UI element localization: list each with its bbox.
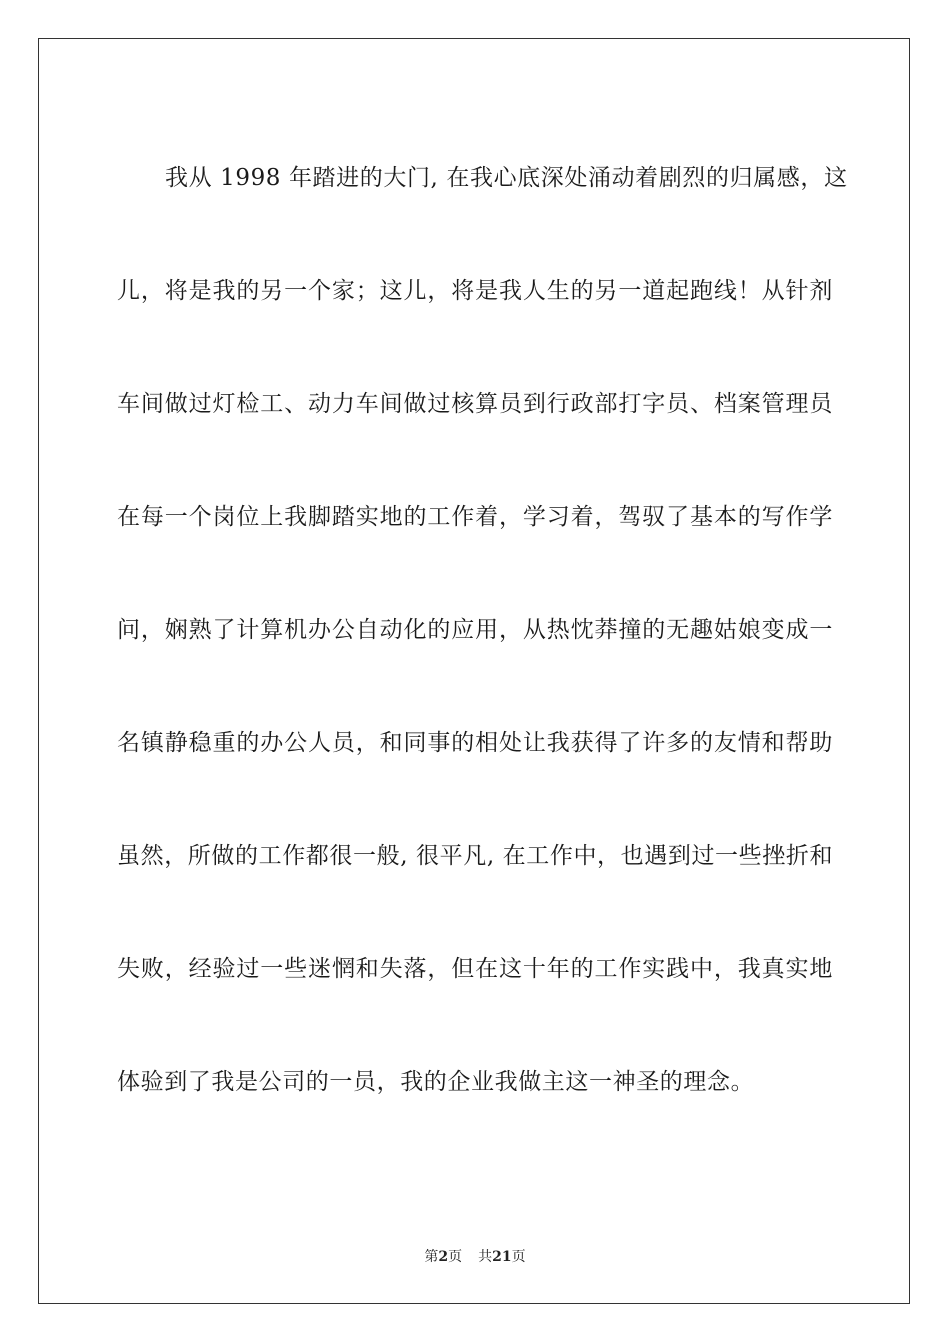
text-line-6: 名镇静稳重的办公人员，和同事的相处让我获得了许多的友情和帮助 (117, 730, 833, 756)
document-body (117, 122, 848, 1139)
text-line-9: 体验到了我是公司的一员，我的企业我做主这一神圣的理念。 (117, 1069, 755, 1095)
text-line-3: 车间做过灯检工、动力车间做过核算员到行政部打字员、档案管理员 (117, 391, 833, 417)
current-page-number: 2 (438, 1249, 449, 1265)
text-line-2: 儿，将是我的另一个家；这儿，将是我人生的另一道起跑线！从针剂 (117, 278, 833, 304)
text-line-8: 失败，经验过一些迷惘和失落，但在这十年的工作实践中，我真实地 (117, 956, 833, 982)
page-prefix: 第 (424, 1249, 439, 1265)
text-line-1: 我从 1998 年踏进的大门, 在我心底深处涌动着剧烈的归属感，这 (165, 165, 848, 191)
text-line-5: 问，娴熟了计算机办公自动化的应用，从热忱莽撞的无趣姑娘变成一 (117, 617, 833, 643)
total-suffix: 页 (511, 1249, 526, 1265)
text-line-4: 在每一个岗位上我脚踏实地的工作着，学习着，驾驭了基本的写作学 (117, 504, 833, 530)
text-line-7: 虽然，所做的工作都很一般, 很平凡, 在工作中，也遇到过一些挫折和 (117, 843, 834, 869)
total-prefix: 共 (478, 1249, 493, 1265)
page-suffix: 页 (448, 1249, 463, 1265)
page-footer (0, 1248, 950, 1266)
total-page-count: 21 (492, 1249, 512, 1265)
